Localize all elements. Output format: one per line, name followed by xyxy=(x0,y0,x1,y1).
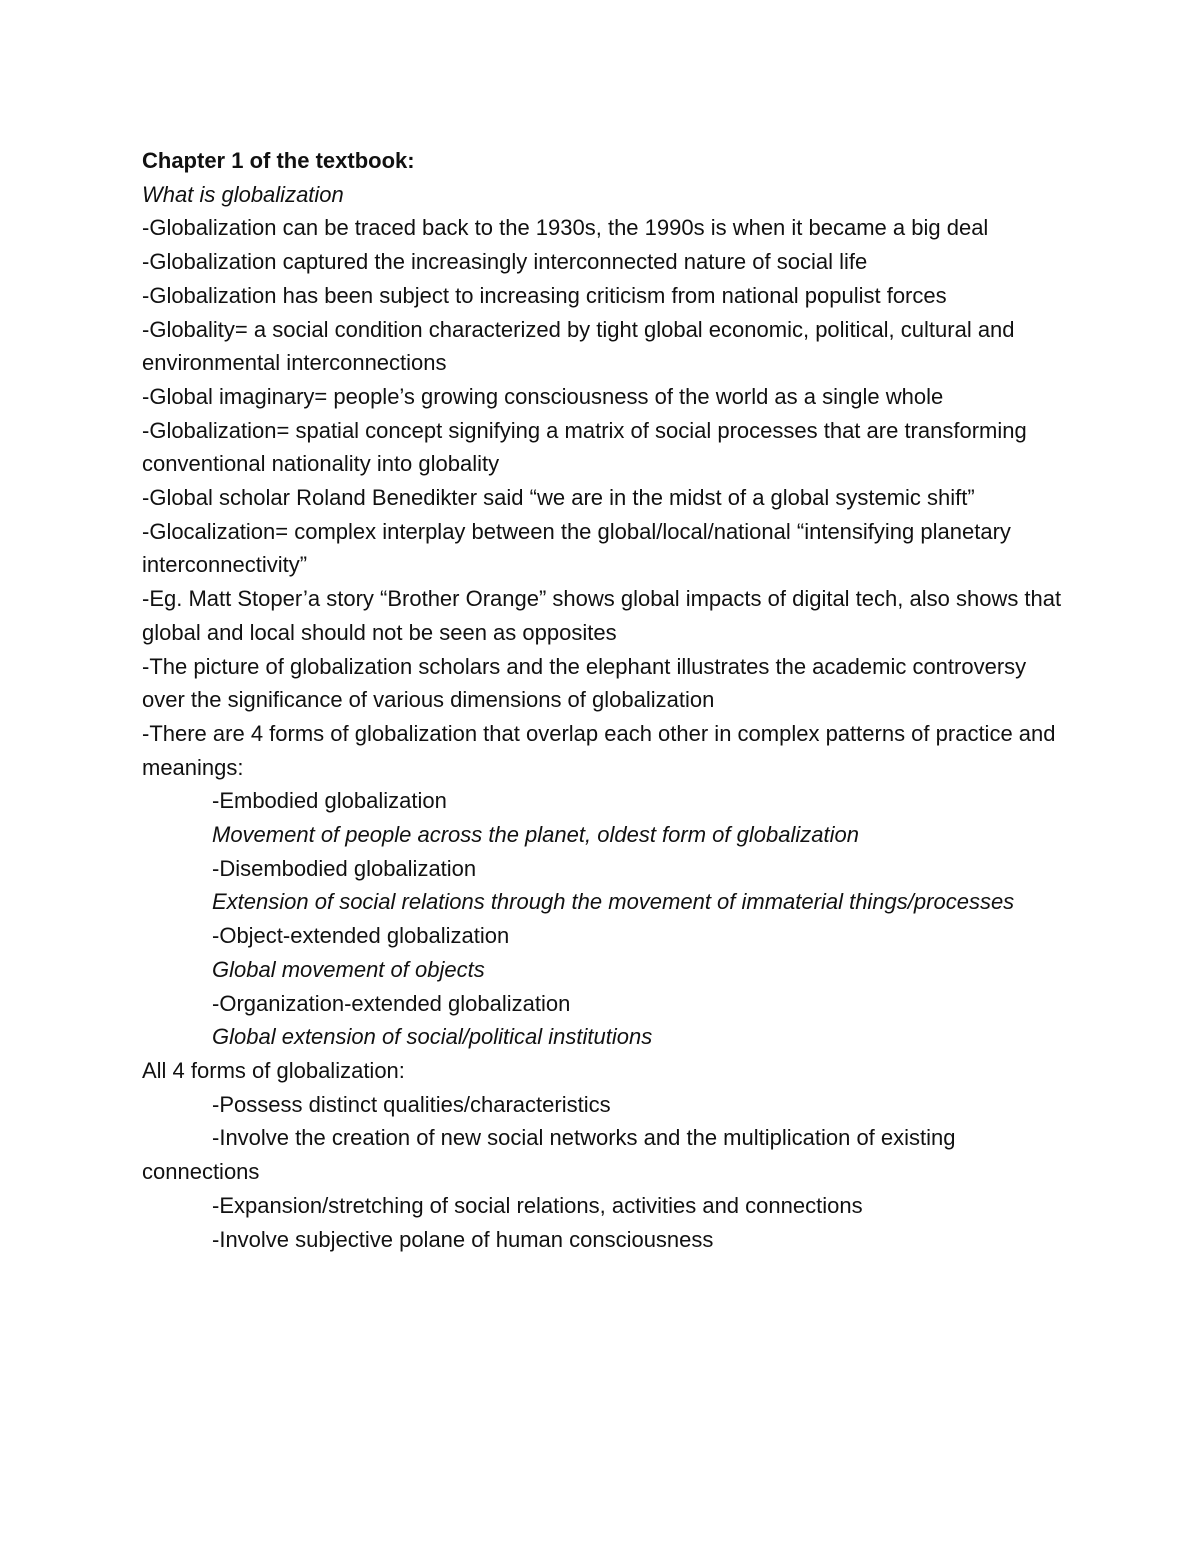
bullet-item: -The picture of globalization scholars and the elephant illustrates the academic controversy over the significance of various dimensions of globalization xyxy=(142,653,1027,713)
bullet-item: -Globality= a social condition characterized by tight global economic, political, cultural and environmental interconnections xyxy=(142,316,1015,376)
all-forms-point: -Involve the creation of new social networks and the multiplication of existing connections xyxy=(142,1125,956,1185)
form-name: -Disembodied globalization xyxy=(212,855,477,881)
bullet-item: -There are 4 forms of globalization that overlap each other in complex patterns of practice and meanings: xyxy=(142,720,1056,780)
form-name: -Organization-extended globalization xyxy=(212,990,571,1016)
chapter-heading: Chapter 1 of the textbook: xyxy=(142,148,415,173)
bullet-item: -Globalization captured the increasingly interconnected nature of social life xyxy=(142,249,868,275)
bullet-item: -Globalization can be traced back to the 1930s, the 1990s is when it became a big deal xyxy=(142,215,989,241)
all-forms-point: -Involve subjective polane of human consciousness xyxy=(212,1226,714,1252)
form-description: Movement of people across the planet, oldest form of globalization xyxy=(212,822,859,848)
bullet-item: -Eg. Matt Stoper’a story “Brother Orange” shows global impacts of digital tech, also shows that global and local should not be seen as opposites xyxy=(142,586,1062,645)
bullet-item: -Global imaginary= people’s growing consciousness of the world as a single whole xyxy=(142,383,944,409)
all-forms-heading: All 4 forms of globalization: xyxy=(142,1057,405,1083)
bullet-item: -Glocalization= complex interplay between the global/local/national “intensifying planetary interconnectivity” xyxy=(142,518,1011,578)
bullet-item: -Globalization has been subject to increasing criticism from national populist forces xyxy=(142,282,947,308)
form-description: Global movement of objects xyxy=(212,956,485,982)
bullet-item: -Global scholar Roland Benedikter said “we are in the midst of a global systemic shift” xyxy=(142,485,975,511)
all-forms-point: -Possess distinct qualities/characteristics xyxy=(212,1091,611,1117)
form-name: -Object-extended globalization xyxy=(212,923,510,949)
form-name: -Embodied globalization xyxy=(212,788,447,814)
section-subheading: What is globalization xyxy=(142,181,344,207)
bullet-item: -Globalization= spatial concept signifying a matrix of social processes that are transforming conventional nationality into globality xyxy=(142,417,1027,477)
all-forms-point: -Expansion/stretching of social relations, activities and connections xyxy=(212,1192,863,1218)
document-body xyxy=(142,144,1062,1256)
form-description: Global extension of social/political institutions xyxy=(212,1024,653,1050)
form-description: Extension of social relations through the movement of immaterial things/processes xyxy=(212,889,1015,915)
